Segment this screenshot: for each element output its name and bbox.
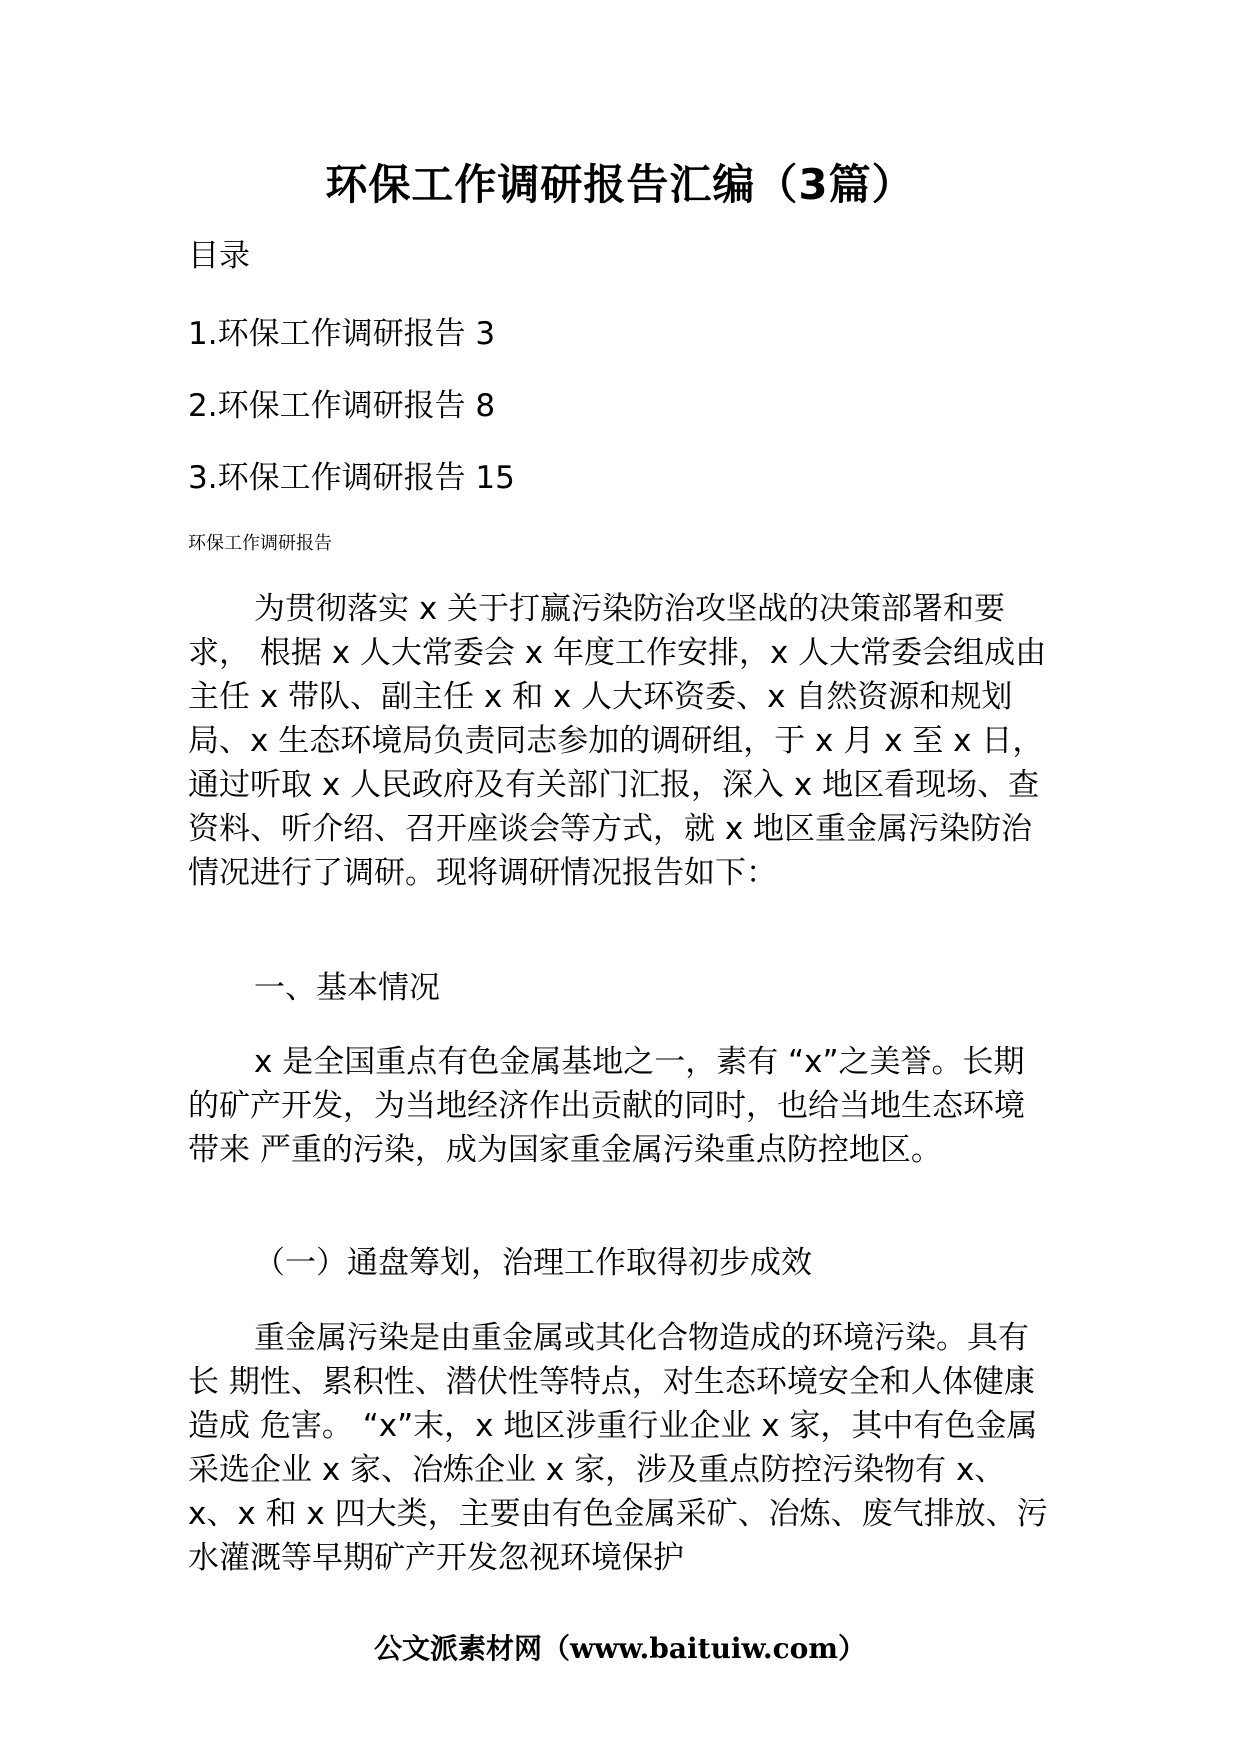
toc-item: 1.环保工作调研报告 3 bbox=[188, 316, 496, 352]
body-paragraph: x 是全国重点有色金属基地之一，素有 “x”之美誉。长期的矿产开发，为当地经济作出贡献的同时，也给当地生态环境带来 严重的污染，成为国家重金属污染重点防控地区。 bbox=[188, 1044, 1025, 1168]
document-title: 环保工作调研报告汇编（3篇） bbox=[325, 160, 915, 209]
body-paragraph: 重金属污染是由重金属或其化合物造成的环境污染。具有长 期性、累积性、潜伏性等特点，对生态环境安全和人体健康造成 危害。 “x”末，x 地区涉重行业企业 x 家，其中有色金属采选企业 x 家、冶炼企业 x 家，涉及重点防控污染物有 x、x、x 和 x 四大类，主要由有色金属采矿、冶炼、废气排放、污水灌溉等早期矿产开发忽视环境保护 bbox=[188, 1320, 1048, 1576]
section-caption: 环保工作调研报告 bbox=[188, 533, 332, 554]
body-paragraph: 为贯彻落实 x 关于打赢污染防治攻坚战的决策部署和要求， 根据 x 人大常委会 x 年度工作安排，x 人大常委会组成由主任 x 带队、副主任 x 和 x 人大环资委、x 自然资源和规划局、x 生态环境局负责同志参加的调研组，于 x 月 x 至 x 日，通过听取 x 人民政府及有关部门汇报，深入 x 地区看现场、查资料、听介绍、召开座谈会等方式，就 x 地区重金属污染防治情况进行了调研。现将调研情况报告如下： bbox=[188, 591, 1047, 891]
subsection-heading: （一）通盘筹划，治理工作取得初步成效 bbox=[254, 1245, 812, 1281]
toc-item: 2.环保工作调研报告 8 bbox=[188, 388, 496, 424]
toc-item: 3.环保工作调研报告 15 bbox=[188, 460, 515, 496]
toc-heading: 目录 bbox=[188, 238, 250, 274]
footer-watermark: 公文派素材网（www.baituiw.com） bbox=[374, 1632, 866, 1665]
section-heading: 一、基本情况 bbox=[254, 970, 440, 1006]
